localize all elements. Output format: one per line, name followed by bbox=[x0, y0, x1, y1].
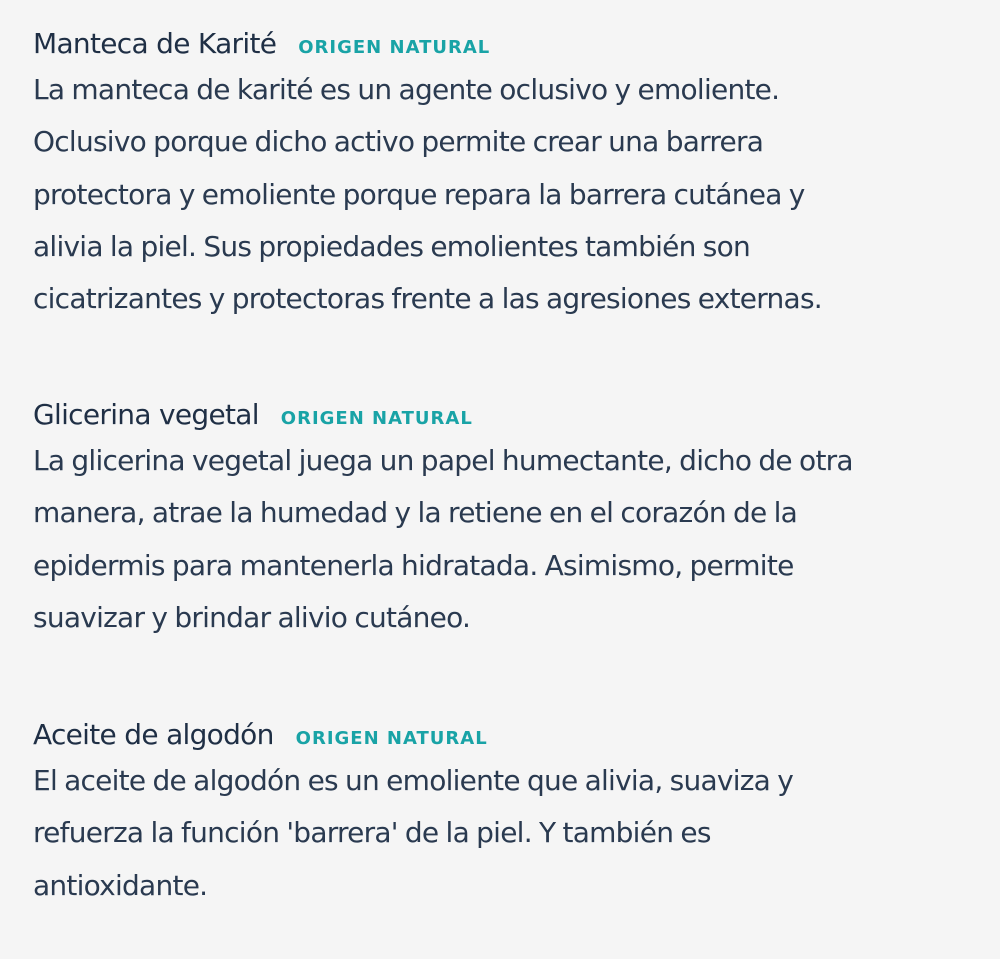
origin-badge: ORIGEN NATURAL bbox=[295, 728, 488, 749]
description-line: antioxidante. bbox=[33, 868, 208, 902]
ingredient-description bbox=[33, 755, 973, 912]
ingredient-glicerina bbox=[33, 395, 973, 644]
ingredient-description bbox=[33, 435, 973, 644]
description-line: manera, atrae la humedad y la retiene en el corazón de la bbox=[33, 496, 798, 530]
description-line: suavizar y brindar alivio cutáneo. bbox=[33, 600, 471, 634]
origin-badge: ORIGEN NATURAL bbox=[280, 408, 473, 429]
ingredient-description bbox=[33, 64, 973, 325]
description-line: La glicerina vegetal juega un papel humectante, dicho de otra bbox=[33, 444, 853, 477]
description-line: refuerza la función 'barrera' de la piel. Y también es bbox=[33, 816, 711, 850]
description-line: cicatrizantes y protectoras frente a las agresiones externas. bbox=[33, 282, 822, 316]
ingredient-karite bbox=[33, 24, 973, 325]
origin-badge: ORIGEN NATURAL bbox=[298, 37, 491, 58]
description-line: epidermis para mantenerla hidratada. Asimismo, permite bbox=[33, 548, 794, 582]
description-line: Oclusivo porque dicho activo permite crear una barrera bbox=[33, 125, 764, 159]
ingredient-name: Aceite de algodón bbox=[33, 718, 274, 751]
ingredient-name: Manteca de Karité bbox=[33, 27, 277, 60]
description-line: alivia la piel. Sus propiedades emolientes también son bbox=[33, 229, 750, 263]
description-line: protectora y emoliente porque repara la barrera cutánea y bbox=[33, 177, 805, 211]
description-line: La manteca de karité es un agente oclusivo y emoliente. bbox=[33, 73, 780, 106]
ingredient-heading bbox=[33, 395, 973, 435]
ingredient-heading bbox=[33, 24, 973, 64]
description-line: El aceite de algodón es un emoliente que alivia, suaviza y bbox=[33, 764, 794, 797]
ingredient-name: Glicerina vegetal bbox=[33, 398, 259, 431]
ingredient-algodon bbox=[33, 715, 973, 912]
ingredient-heading bbox=[33, 715, 973, 755]
